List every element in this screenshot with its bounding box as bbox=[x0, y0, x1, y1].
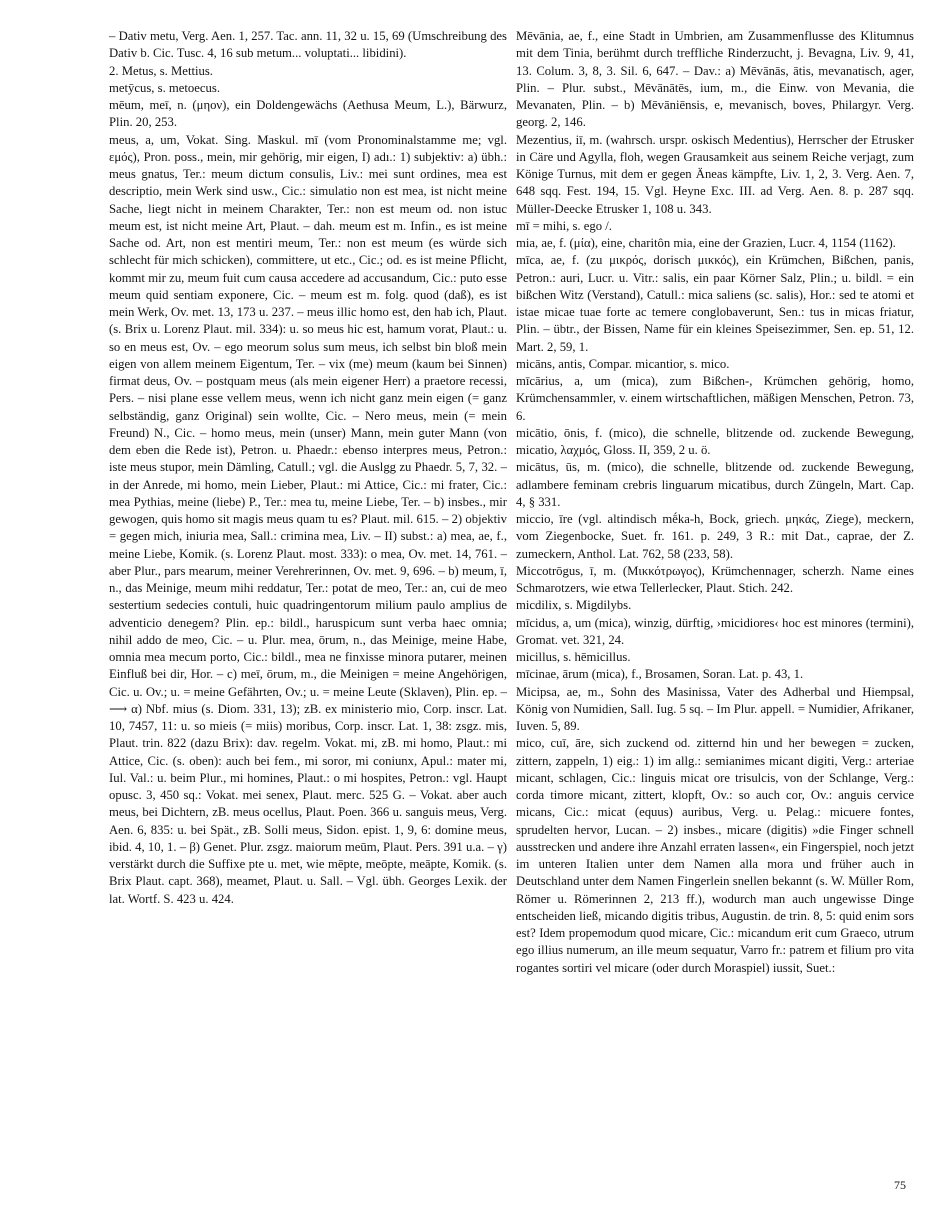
entry-metycus: metȳcus, s. metoecus. bbox=[109, 80, 220, 95]
entry-micdilix: micdilix, s. Migdilybs. bbox=[516, 598, 632, 613]
right-column bbox=[516, 28, 914, 977]
entry-mezentius: Mezentius, iī, m. (wahrsch. urspr. oskisch Medentius), Herrscher der Etrusker in Cäre und Agylla, floh, wegen Grausamkeit aus seinem Reiche verjagt, zum Könige Turnus, mit dem er gegen Äneas kämpfte, Liv. 1, 2, 3. Verg. Aen. 7, 648 sqq. Fest. 194, 15. Vgl. Heyne Exc. III. ad Verg. Aen. 8. p. 287 sqq. Müller-Deecke Etrusker 1, 108 u. 343. bbox=[516, 132, 914, 216]
entry-micans: micāns, antis, Compar. micantior, s. mico. bbox=[516, 356, 730, 371]
entry-micinae: mīcinae, ārum (mica), f., Brosamen, Soran. Lat. p. 43, 1. bbox=[516, 667, 804, 682]
entry-mia: mia, ae, f. (μία), eine, charitôn mia, eine der Grazien, Lucr. 4, 1154 (1162). bbox=[516, 236, 896, 250]
entry-meum: mēum, meī, n. (μηον), ein Doldengewächs (Aethusa Meum, L.), Bärwurz, Plin. 20, 253. bbox=[109, 98, 507, 130]
entry-mica: mīca, ae, f. (zu μικρός, dorisch μικκός), ein Krümchen, Bißchen, panis, Petron.: auri, Lucr. u. Vitr.: salis, ein paar Körner Salz, Plin.; u. bildl. = ein bißchen Witz (Verstand), Catull.: mica saliens (sc. salis), Hor.: sed te atomi et istae micae tuae forte ac temere conglobaverunt, Sen.: tus in micas friatur, Plin. – übtr., der Bissen, Name für ein kleines Speisezimmer, Sen. ep. 51, 12. Mart. 2, 59, 1. bbox=[516, 253, 914, 354]
entry-micarius: mīcārius, a, um (mica), zum Bißchen-, Krümchen gehörig, homo, Krümchensammler, v. einem wirtschaftlichen, mäßigen Menschen, Petron. 73, 6. bbox=[516, 374, 914, 423]
entry-mevania: Mēvānia, ae, f., eine Stadt in Umbrien, am Zusammenflusse des Klitumnus mit dem Tinia, berühmt durch treffliche Rinderzucht, j. Bevagna, Liv. 9, 41, 13. Colum. 3, 8, 3. Sil. 6, 647. – Dav.: a) Mēvānās, ātis, mevanatisch, ager, Plin. – Plur. subst., Mēvānātēs, ium, m., die Einw. von Mevania, die Mevanaten, Plin. – b) Mēvāniēnsis, e, mevanisch, boves, Philargyr. Verg. georg. 2, 146. bbox=[516, 29, 914, 130]
entry-micatus: micātus, ūs, m. (mico), die schnelle, blitzende od. zuckende Bewegung, adlambere feminam crebris linguarum micatibus, durch Züngeln, Mart. Cap. 4, § 331. bbox=[516, 460, 914, 509]
entry-mi: mī = mihi, s. ego /. bbox=[516, 218, 612, 233]
entry-micidus: mīcidus, a, um (mica), winzig, dürftig, ›micidiores‹ hoc est minores (termini), Gromat. vet. 321, 24. bbox=[516, 615, 914, 647]
entry-metus: 2. Metus, s. Mettius. bbox=[109, 63, 213, 78]
left-column bbox=[109, 28, 507, 908]
entry-micipsa: Micipsa, ae, m., Sohn des Masinissa, Vater des Adherbal und Hiempsal, König von Numidien, Sall. Iug. 5 sq. – Im Plur. appell. = Numidier, Afrikaner, Iuven. 5, 89. bbox=[516, 684, 914, 733]
entry-mico: mico, cuī, āre, sich zuckend od. zitternd hin und her bewegen = zucken, zittern, zappeln, 1) eig.: 1) im allg.: semianimes micant digiti, Verg.: arteriae micant, schlagen, Cic.: linguis micat ore trisulcis, von der Schlange, Verg.: corda timore micant, zittert, klopft, Ov.: so auch cor, Ov.: anguis cervice micans, Cic.: micat (equus) auribus, Verg. u. Pelag.: micuere fontes, sprudelten hervor, Lucan. – 2) insbes., micare (digitis) »die Finger schnell ausstrecken und andere ihre Anzahl erraten lassen«, ein Fingerspiel, noch jetzt im unteren Italien unter dem Namen alla mora und früher auch in Deutschland unter dem Namen Fingerlein snellen bekannt (s. W. Müller Rom, Römer u. Römerinnen 2, 213 ff.), wodurch man auch ungewisse Dinge entscheiden ließ, micando digitis tribus, Augustin. de trin. 8, 5: quid enim sors est? Idem propemodum quod micare, Cic.: micandum erit cum Graeco, utrum ego illius numerum, an ille meum sequatur, Varro fr.: patrem et filium pro vita rogantes sortiri vel micare (oder durch Moraspiel) iussit, Suet.: bbox=[516, 736, 914, 975]
entry-miccio: miccio, īre (vgl. altindisch mḗka-h, Bock, griech. μηκάς, Ziege), meckern, vom Ziegenbocke, Suet. fr. 161. p. 249, 3 R.: mit Dat., caprae, der Z. zumeckern, Anthol. Lat. 762, 58 (233, 58). bbox=[516, 512, 914, 561]
entry-meus: meus, a, um, Vokat. Sing. Maskul. mī (vom Pronominalstamme me; vgl. εμός), Pron. poss., mein, mir gehörig, mir eigen, I) adı.: 1) subjektiv: a) übh.: meus gnatus, Ter.: meum dictum consulis, Liv.: mei sunt ordines, mea est descriptio, mein Werk sind usw., Cic.: simulatio non est mea, ist nicht meine Sache, liegt nicht in meinem Charakter, Ter.: non est meum od. non istuc meum est, ist nicht meine Art, Plaut. – dah. meum est m. Infin., es ist meine Sache od. Art, non est mentiri meum, Ter.: non est meum (es würde sich schlecht für mich schicken), committere, ut etc., Cic.; od. es ist meine Pflicht, kommt mir zu, meum fuit cum causa accedere ad accusandum, Cic.: puto esse meum quid sentiam exponere, Cic. – meum est m. folg. quod (daß), es ist mein Werk, Ov. met. 13, 173 u. 237. – meus illic homo est, den hab ich, Plaut. (s. Brix u. Lorenz Plaut. mil. 334): u. so meus hic est, hamum vorat, Plaut.: u. so en meus est, Ov. – ego meorum solus sum meus, ich selbst bin bloß mein eigen von allem meinem Eigentum, Ter. – vix (me) meum (kaum bei Sinnen) firmat deus, Ov. – postquam meus (als mein eigener Herr) a praetore recessi, Pers. – nisi plane esse vellem meus, wenn ich nicht ganz mein eigen (= ganz selbständig, ganz Original) sein wollte, Cic. – Nero meus, mein (= mein Freund) N., Cic. – homo meus, mein (unser) Mann, mein guter Mann (von dem eben die Rede ist), Petron. u. Phaedr.: ebenso interpres meus, Petron.: iste meus stupor, mein Dämling, Catull.; vgl. die Auslgg zu Phaedr. 5, 7, 32. – in der Anrede, mi homo, mein Lieber, Plaut.: mi Attice, Cic.: mi frater, Cic.: mea Pythias, meine (liebe) P., Ter.: mea tu, meine Liebe, Ter. – b) insbes., mir gewogen, quis homo sit magis meus quam tu es? Plaut. mil. 615. – 2) objektiv = gegen mich, iniuria mea, Sall.: crimina mea, Liv. – II) subst.: a) mea, ae, f., meine Liebe, Komik. (s. Lorenz Plaut. most. 333): o mea, Ov. met. 14, 761. – aber Plur., pars mearum, meiner Verehrerinnen, Ov. met. 9, 696. – b) meum, ī, n., das Meinige, meum mihi reddatur, Ter.: potat de meo, Ter.: an, cui de meo sestertium sedecies contuli, huic quadringentorum milium paulo amplius de adventicio denegem? Plin. ep.: bildl., haruspicum sunt verba haec omnia; nihil addo de meo, Cic. – u. Plur. mea, ōrum, n., das Meinige, meine Habe, omnia mea mecum porto, Cic.: bildl., mea ne finxisse minora putarer, meinen Einfluß bei dir, Hor. – c) meī, ōrum, m., die Meinigen = meine Angehörigen, Cic. u. Ov.; u. = meine Gefährten, Ov.; u. = meine Leute (Sklaven), Plin. ep. – ⟶ α) Nbf. mius (s. Diom. 331, 13); zB. ex ministerio mio, Corp. inscr. Lat. 10, 7457, 11: u. so mieis (= miis) moribus, Corp. inscr. Lat. 1, 38: zsgz. mis, Plaut. trin. 822 (dazu Brix): dav. regelm. Vokat. mi, zB. mi homo, Plaut.: mi Attice, Cic. (s. oben): auch bei fem., mi soror, mi coniunx, Apul.: mater mi, Iul. Val.: u. beim Plur., mi homines, Plaut.: o mi hospites, Petron.: vgl. Haupt opusc. 3, 450 sq.: Vokat. mei senex, Plaut. merc. 525 G. – Vokat. aber auch meus, bei Dichtern, zB. meus ocellus, Plaut. Poen. 366 u. sanguis meus, Verg. Aen. 6, 835: u. bei Spät., zB. Solli meus, Sidon. epist. 1, 9, 6: domine meus, ibid. 4, 10, 1. – β) Genet. Plur. zsgz. maiorum meūm, Plaut. Pers. 391 u.a. – γ) verstärkt durch die Suffixe pte u. met, wie mēpte, meōpte, meāpte, Komik. (s. Brix Plaut. capt. 368), meamet, Plaut. u. Sall. – Vgl. übh. Georges Lexik. der lat. Wortf. S. 423 u. 424. bbox=[109, 132, 507, 906]
entry-miccotrogus: Miccotrōgus, ī, m. (Μικκότρωγος), Krümchennager, scherzh. Name eines Schmarotzers, wie etwa Tellerlecker, Plaut. Stich. 242. bbox=[516, 563, 914, 595]
entry-dativ-metu: – Dativ metu, Verg. Aen. 1, 257. Tac. ann. 11, 32 u. 15, 69 (Umschreibung des Dativ b. Cic. Tusc. 4, 16 sub metum... voluptati... libidini). bbox=[109, 29, 507, 61]
entry-micatio: micātio, ōnis, f. (mico), die schnelle, blitzende od. zuckende Bewegung, micatio, λαχμός, Gloss. II, 359, 2 u. ö. bbox=[516, 425, 914, 457]
page-number: 75 bbox=[894, 1178, 906, 1192]
entry-micillus: micillus, s. hēmicillus. bbox=[516, 650, 631, 664]
